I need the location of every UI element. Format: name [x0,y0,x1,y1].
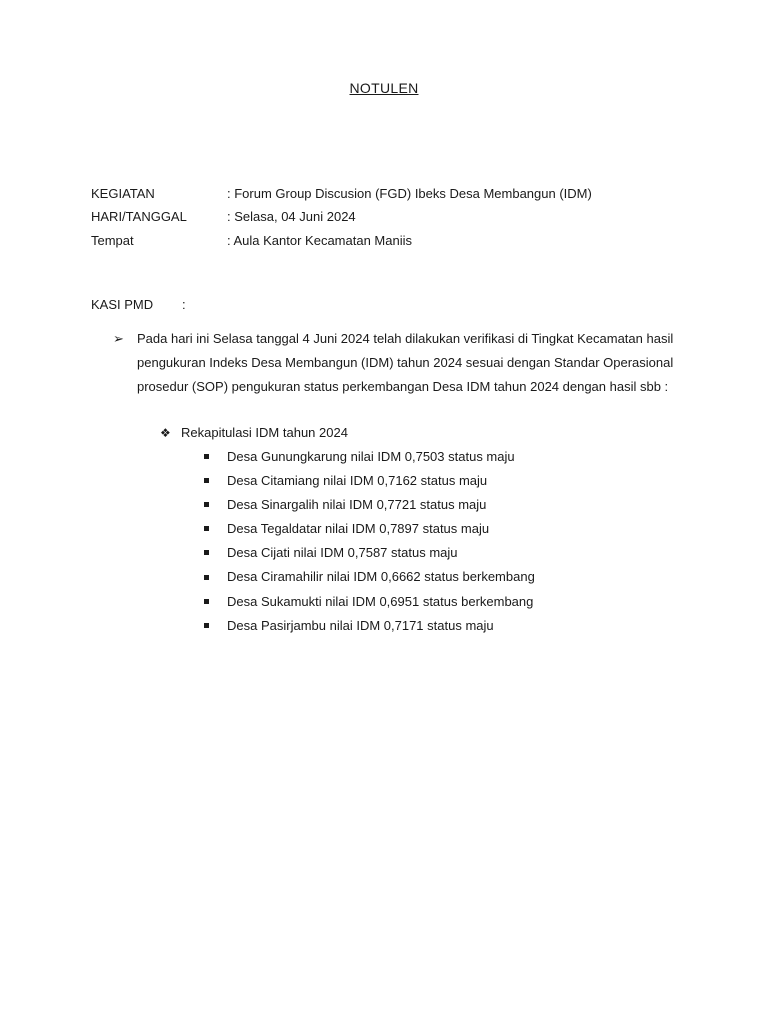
village-list [204,448,535,641]
meta-label: Tempat [91,233,134,248]
kasi-colon: : [182,297,186,312]
meta-value: : Aula Kantor Kecamatan Maniis [227,233,412,248]
list-item-text: Desa Sukamukti nilai IDM 0,6951 status berkembang [227,593,534,609]
list-item-text: Desa Pasirjambu nilai IDM 0,7171 status maju [227,617,494,633]
meta-label: HARI/TANGGAL [91,209,187,224]
list-item-text: Desa Tegaldatar nilai IDM 0,7897 status maju [227,521,490,537]
document-title: NOTULEN [349,80,419,96]
square-bullet-icon [204,526,209,531]
list-item [204,496,535,520]
square-bullet-icon [204,454,209,459]
kasi-label: KASI PMD [91,297,154,312]
square-bullet-icon [204,550,209,555]
list-item [204,568,535,592]
list-item [204,472,535,496]
list-item [204,520,535,544]
meta-label: KEGIATAN [91,186,155,201]
kasi-pmd-heading [91,296,186,314]
square-bullet-icon [204,575,209,580]
diamond-bullet-icon: ❖ [160,426,171,440]
arrow-bullet-icon: ➢ [113,331,124,346]
list-item-text: Desa Citamiang nilai IDM 0,7162 status maju [227,473,488,489]
list-item-text: Desa Ciramahilir nilai IDM 0,6662 status berkembang [227,569,535,585]
square-bullet-icon [204,599,209,604]
list-item-text: Desa Gunungkarung nilai IDM 0,7503 status maju [227,449,515,464]
recap-heading [160,424,348,442]
meta-value: : Selasa, 04 Juni 2024 [227,209,356,224]
meta-row-hari-tanggal [91,208,356,226]
meta-value: : Forum Group Discusion (FGD) Ibeks Desa Membangun (IDM) [227,186,592,201]
meta-row-tempat [91,232,412,250]
square-bullet-icon [204,502,209,507]
square-bullet-icon [204,623,209,628]
list-item [204,544,535,568]
list-item [204,448,535,472]
meta-row-kegiatan [91,185,592,203]
list-item-text: Desa Sinargalih nilai IDM 0,7721 status maju [227,497,487,513]
recap-heading-text: Rekapitulasi IDM tahun 2024 [181,425,348,440]
list-item [204,593,535,617]
summary-paragraph: Pada hari ini Selasa tanggal 4 Juni 2024 telah dilakukan verifikasi di Tingkat Kecamatan hasil pengukuran Indeks Desa Membangun (IDM) tahun 2024 sesuai dengan Standar Operasional prosedur (SOP) pengukuran status perkembangan Desa IDM tahun 2024 dengan hasil sbb : [137,331,674,395]
square-bullet-icon [204,478,209,483]
list-item-text: Desa Cijati nilai IDM 0,7587 status maju [227,545,458,561]
list-item [204,617,535,641]
